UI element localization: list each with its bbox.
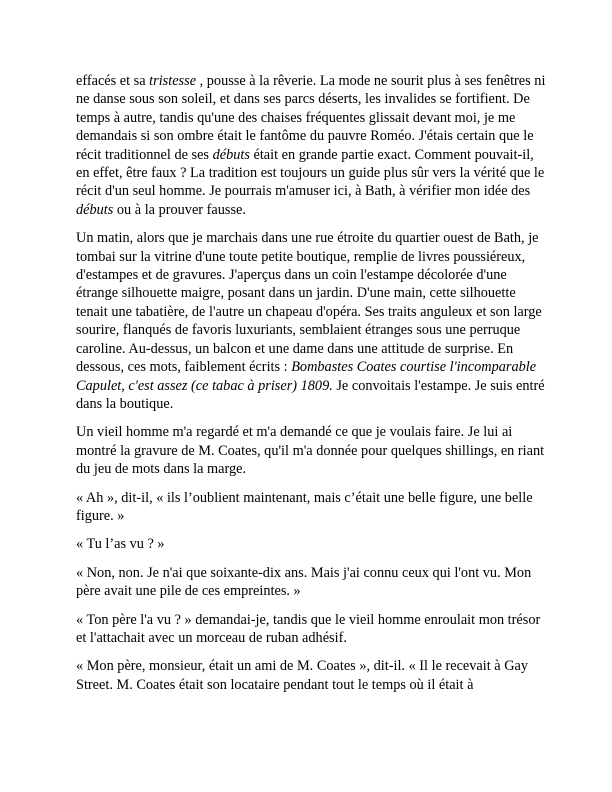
text-run: , pousse à la rêverie. La mode ne sourit plus à ses fenêtres ni ne danse sous son soleil, et dans ses parcs déserts, les invalides se fortifient. De temps à autre, tandis qu'une des chaises fréquentes glissait devant moi, je me demandais si son ombre était le fantôme du pauvre Roméo. J'étais certain que le récit traditionnel de ses — [76, 73, 546, 163]
text-run: était en grande partie exact. Comment pouvait-il, en effet, être faux ? La tradition est toujours un guide plus sûr vers la vérité que le récit d'un seul homme. Je pourrais m'amuser ici, à Bath, à vérifier mon idée des — [76, 146, 545, 200]
text-run: « Ton père l'a vu ? » demandai-je, tandis que le vieil homme enroulait mon trésor et l'attachait avec un morceau de ruban adhésif. — [76, 611, 541, 646]
paragraph — [76, 72, 546, 219]
text-run: « Ah », dit-il, « ils l’oublient maintenant, mais c’était une belle figure, une belle figure. » — [76, 489, 533, 524]
document-page — [76, 72, 546, 704]
text-run: « Mon père, monsieur, était un ami de M. Coates », dit-il. « Il le recevait à Gay Street. M. Coates était son locataire pendant tout le temps où il était à — [76, 658, 529, 693]
paragraph — [76, 423, 546, 478]
paragraph — [76, 229, 546, 413]
paragraph — [76, 489, 546, 526]
paragraph — [76, 535, 546, 553]
italic-text-run: Bombastes Coates courtise l'incomparable Capulet, c'est assez (ce tabac à priser) 1809. — [76, 359, 537, 394]
text-run: « Non, non. Je n'ai que soixante-dix ans. Mais j'ai connu ceux qui l'ont vu. Mon père avait une pile de ces empreintes. » — [76, 564, 532, 600]
text-run: Un vieil homme m'a regardé et m'a demandé ce que je voulais faire. Je lui ai montré la gravure de M. Coates, qu'il m'a donnée pour quelques shillings, en riant du jeu de mots dans la marge. — [76, 424, 545, 478]
text-run: effacés et sa — [76, 73, 150, 89]
text-run: Un matin, alors que je marchais dans une rue étroite du quartier ouest de Bath, je tombai sur la vitrine d'une toute petite boutique, remplie de livres poussiéreux, d'estampes et de gravures. J'aperçus dans un coin l'estampe décolorée d'une étrange silhouette maigre, posant dans un jardin. D'une main, cette silhouette tenait une tabatière, de l'autre un chapeau d'opéra. Ses traits anguleux et son large sourire, flanqués de favoris luxuriants, semblaient étranges sous une perruque caroline. Au-dessus, un balcon et une dame dans une attitude de surprise. En dessous, ces mots, faiblement écrits : — [76, 230, 542, 376]
paragraph — [76, 564, 546, 601]
italic-text-run: débuts — [76, 201, 114, 218]
text-run: Je convoitais l'estampe. Je suis entré dans la boutique. — [76, 377, 545, 412]
text-run: « Tu l’as vu ? » — [76, 536, 165, 553]
paragraph — [76, 611, 546, 648]
paragraph — [76, 657, 546, 694]
italic-text-run: tristesse — [149, 73, 197, 89]
italic-text-run: débuts — [212, 146, 250, 163]
text-run: ou à la prouver fausse. — [113, 201, 246, 218]
